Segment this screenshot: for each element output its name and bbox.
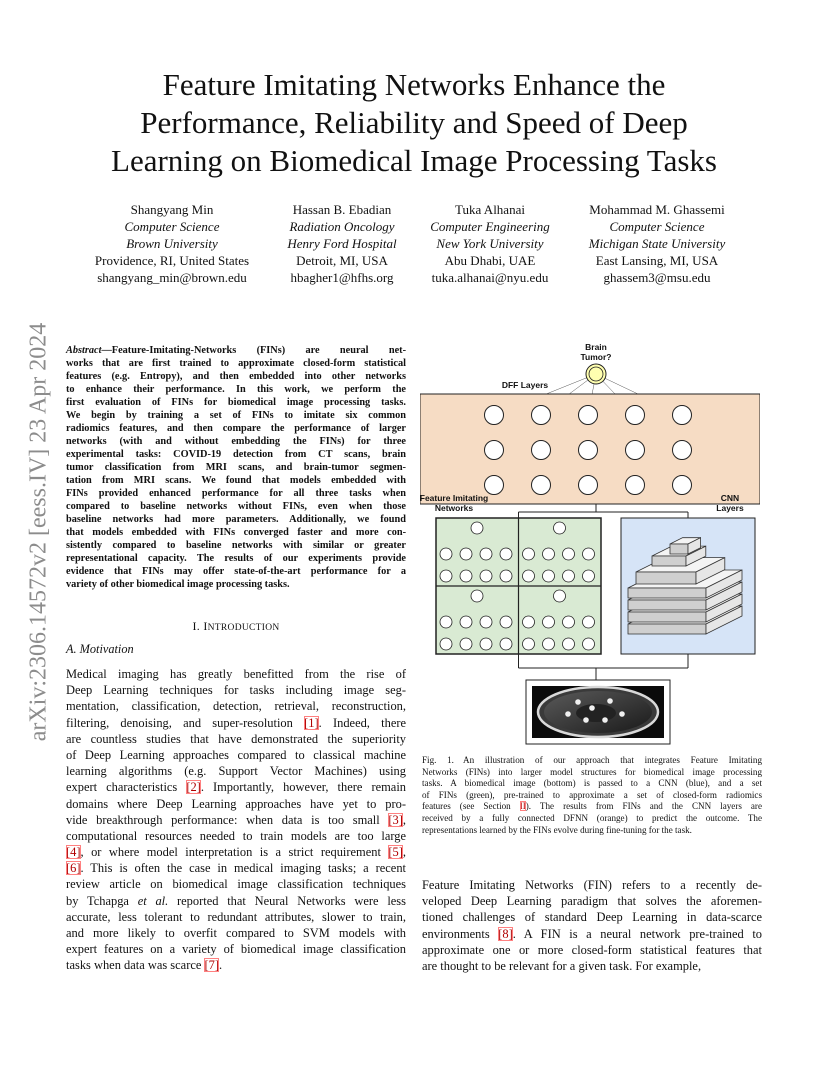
fin-node xyxy=(460,570,472,582)
fin-node xyxy=(543,638,555,650)
dff-node xyxy=(485,406,504,425)
author-email[interactable]: tuka.alhanai@nyu.edu xyxy=(431,270,549,285)
body-text-left xyxy=(66,666,406,974)
body-line: computational resources needed to train models are too large xyxy=(66,828,406,843)
dff-node xyxy=(532,441,551,460)
fin-node xyxy=(500,638,512,650)
caption-line: Fig. 1. An illustration of our approach that integrates Feature Imitating xyxy=(422,755,762,765)
author-location: Detroit, MI, USA xyxy=(296,253,388,268)
dff-node xyxy=(579,406,598,425)
author-dept: Radiation Oncology xyxy=(289,219,395,234)
fin-label: Networks xyxy=(434,503,474,513)
fin-node xyxy=(460,548,472,560)
body-line: [6]. This is often the case in medical imaging tasks; a recent xyxy=(66,861,406,876)
fin-node xyxy=(543,570,555,582)
section-heading: I. INTRODUCTION xyxy=(192,619,280,633)
author-org: Henry Ford Hospital xyxy=(287,236,397,251)
lesion-spot xyxy=(607,698,613,704)
author-name: Shangyang Min xyxy=(130,202,214,217)
body-line: review article on biomedical image classification techniques xyxy=(66,877,406,892)
fin-node xyxy=(563,638,575,650)
fin-node xyxy=(563,548,575,560)
cnn-slab xyxy=(628,624,706,634)
body-line: environments [8]. A FIN is a neural network pre-trained to xyxy=(422,926,763,941)
abstract-line: to enhance their performance. In this work, we perform the xyxy=(66,384,406,396)
body-line: and more likely to overfit compared to SVM models with xyxy=(66,926,406,940)
fin-node xyxy=(583,548,595,560)
abstract-line: first evaluation of FINs for biomedical image processing tasks. xyxy=(66,397,406,409)
fin-node xyxy=(563,570,575,582)
lesion-spot xyxy=(583,717,589,723)
abstract-line: features (e.g. Entropy), and then embedded into other networks xyxy=(66,371,406,383)
author-dept: Computer Science xyxy=(609,219,705,234)
caption-line: of FINs (green), pre-trained to approximate a set of closed-form radiomics xyxy=(422,789,762,800)
emphasis: et al. xyxy=(137,893,169,908)
author-location: Providence, RI, United States xyxy=(94,253,250,268)
brain-tumor-label: Tumor? xyxy=(580,352,612,362)
fin-node xyxy=(500,548,512,560)
caption-line: tasks. A biomedical image (bottom) is passed to a CNN (blue), and a set xyxy=(422,778,762,789)
fin-node xyxy=(583,616,595,628)
body-line: veloped Deep Learning paradigm that solves the aforemen- xyxy=(422,894,762,909)
fin-node xyxy=(440,570,452,582)
body-line: by Tchapga et al. reported that Neural Networks were less xyxy=(66,893,406,908)
abstract-line: sistently compared to baseline networks with similar or greater xyxy=(66,540,406,552)
body-line: Deep Learning techniques for tasks including image seg- xyxy=(66,683,406,698)
dff-node xyxy=(579,476,598,495)
cnn-label: Layers xyxy=(716,503,744,513)
mri-image xyxy=(526,680,670,744)
citation-link[interactable]: [6] xyxy=(66,861,81,876)
dff-label: DFF Layers xyxy=(501,380,549,390)
cnn-slab xyxy=(628,612,706,622)
body-line: Medical imaging has greatly benefitted from the rise of xyxy=(66,667,406,681)
body-line: filtering, denoising, and super-resolution [1]. Indeed, there xyxy=(66,715,406,730)
fin-node xyxy=(440,638,452,650)
caption-line: features (see Section II). The results from FINs and the CNN layers are xyxy=(422,801,762,812)
abstract-line: tumor classification from MRI scans, and brain-tumor segmen- xyxy=(66,462,406,474)
author-org: New York University xyxy=(436,236,544,251)
body-line: tioned challenges of standard Deep Learning in data-scarce xyxy=(422,910,762,925)
fin-node xyxy=(460,638,472,650)
citation-link[interactable]: [2] xyxy=(186,780,201,795)
abstract-line: experimental tasks: COVID-19 detection from CT scans, brain xyxy=(66,449,406,461)
cnn-slab xyxy=(628,588,706,598)
dff-node xyxy=(532,476,551,495)
body-line: vide breakthrough performance: when data is too small [3], xyxy=(66,812,406,827)
title-line: Learning on Biomedical Image Processing Tasks xyxy=(111,143,717,178)
lesion-spot xyxy=(575,699,581,705)
abstract-line: representational capacity. The results of our experiments provide xyxy=(66,553,406,565)
abstract xyxy=(66,344,406,591)
fin-node xyxy=(471,590,483,602)
fin-node xyxy=(563,616,575,628)
body-line: are thought to be relevant for a given task. For example, xyxy=(422,958,702,973)
author-email[interactable]: hbagher1@hfhs.org xyxy=(290,270,394,285)
author-email[interactable]: ghassem3@msu.edu xyxy=(603,270,711,285)
fin-node xyxy=(500,570,512,582)
author-4 xyxy=(557,201,757,286)
title-line: Feature Imitating Networks Enhance the xyxy=(162,67,666,102)
figure-1 xyxy=(420,340,760,750)
fin-node xyxy=(554,590,566,602)
author-location: Abu Dhabi, UAE xyxy=(444,253,536,268)
abstract-line: baseline networks had more parameters. Additionally, we found xyxy=(66,514,406,526)
section-link[interactable]: II xyxy=(519,801,526,812)
body-line: are countless studies that have demonstrated the superiority xyxy=(66,731,406,746)
author-email[interactable]: shangyang_min@brown.edu xyxy=(97,270,247,285)
paper-title xyxy=(60,66,768,180)
cnn-slab xyxy=(652,556,686,566)
body-line: domains where Deep Learning approaches have yet to pro- xyxy=(66,796,406,811)
fin-node xyxy=(480,570,492,582)
dff-node xyxy=(673,441,692,460)
abstract-line: FINs provided enhanced performance for all three tasks when xyxy=(66,488,406,500)
author-dept: Computer Engineering xyxy=(430,219,550,234)
ventricle xyxy=(576,704,616,722)
title-line: Performance, Reliability and Speed of Deep xyxy=(140,105,688,140)
fin-node xyxy=(440,616,452,628)
arxiv-stamp-text: arXiv:2306.14572v2 [eess.IV] 23 Apr 2024 xyxy=(25,322,52,742)
body-line: of Deep Learning approaches compared to classical machine xyxy=(66,747,406,762)
body-line: Feature Imitating Networks (FIN) refers to a recently de- xyxy=(422,878,762,892)
fin-node xyxy=(480,548,492,560)
author-name: Hassan B. Ebadian xyxy=(292,202,392,217)
dff-node xyxy=(673,476,692,495)
abstract-line: radiomics features, and then compare the performance of larger xyxy=(66,423,406,435)
fin-node xyxy=(523,638,535,650)
body-line: expert features on a variety of biomedical image classification xyxy=(66,942,406,957)
body-line: expert characteristics [2]. Importantly, however, there remain xyxy=(66,780,406,795)
fin-node xyxy=(543,616,555,628)
author-name: Mohammad M. Ghassemi xyxy=(589,202,725,217)
fin-node xyxy=(500,616,512,628)
abstract-line: works that are first trained to approximate closed-form statistical xyxy=(66,358,406,370)
dff-node xyxy=(626,406,645,425)
dff-node xyxy=(626,476,645,495)
fin-node xyxy=(543,548,555,560)
cnn-slab xyxy=(670,544,688,554)
citation-link[interactable]: [5] xyxy=(388,845,403,860)
fin-node xyxy=(523,548,535,560)
fin-node xyxy=(523,570,535,582)
body-line: tasks when data was scarce [7]. xyxy=(66,958,223,973)
citation-link[interactable]: [3] xyxy=(388,812,403,827)
citation-link[interactable]: [8] xyxy=(498,926,513,941)
body-text-right xyxy=(422,877,762,974)
abstract-line: tation from MRI scans. We found that models embedded with xyxy=(66,475,406,487)
body-line: approximate one or more closed-form statistical features that xyxy=(422,942,762,957)
dff-node xyxy=(532,406,551,425)
fin-node xyxy=(471,522,483,534)
body-line: accurate, less tolerant to redundant attributes, slower to train, xyxy=(66,909,406,924)
abstract-line: compared to baseline networks without FINs, even when those xyxy=(66,501,406,513)
dff-node xyxy=(626,441,645,460)
abstract-line: that models embedded with FINs converged faster and more con- xyxy=(66,527,406,539)
fin-node xyxy=(583,638,595,650)
author-location: East Lansing, MI, USA xyxy=(595,253,719,268)
dff-node xyxy=(485,441,504,460)
author-name: Tuka Alhanai xyxy=(455,202,525,217)
abstract-head: Abstract xyxy=(66,345,102,356)
abstract-line: evidence that FINs may offer state-of-the-art performance for a xyxy=(66,566,406,578)
dff-node xyxy=(485,476,504,495)
dff-node xyxy=(673,406,692,425)
fin-node xyxy=(554,522,566,534)
body-line: learning algorithms (e.g. Support Vector Machines) using xyxy=(66,764,406,779)
abstract-line: variety of other biomedical image processing tasks. xyxy=(66,579,290,591)
citation-link[interactable]: [7] xyxy=(204,958,219,973)
architecture-diagram xyxy=(420,340,760,750)
author-dept: Computer Science xyxy=(124,219,220,234)
arxiv-stamp xyxy=(12,286,66,778)
fin-node xyxy=(440,548,452,560)
lesion-spot xyxy=(619,711,625,717)
cnn-label: CNN xyxy=(720,493,740,503)
caption-line: Networks (FINs) into larger model structures for biomedical image processing xyxy=(422,766,762,777)
cnn-slab xyxy=(636,572,696,584)
abstract-line: We begin by training a set of FINs to imitate six common xyxy=(66,410,406,422)
citation-link[interactable]: [1] xyxy=(304,715,319,730)
fin-node xyxy=(583,570,595,582)
lesion-spot xyxy=(602,717,608,723)
fin-node xyxy=(523,616,535,628)
figure-caption xyxy=(422,755,762,836)
author-org: Brown University xyxy=(126,236,218,251)
caption-line: representations learned by the FINs evolve during fine-tuning for the task. xyxy=(422,824,692,835)
cnn-slab xyxy=(628,600,706,610)
abstract-line: Abstract—Feature-Imitating-Networks (FINs) are neural net- xyxy=(66,345,406,356)
subsection-heading: A. Motivation xyxy=(66,642,134,656)
body-line: [4], or where model interpretation is a strict requirement [5], xyxy=(66,845,406,860)
brain-tumor-label: Brain xyxy=(585,342,607,352)
caption-line: received by a fully connected DFNN (orange) to predict the outcome. The xyxy=(422,812,762,823)
author-org: Michigan State University xyxy=(588,236,726,251)
abstract-line: networks (with and without embedding the FINs) for three xyxy=(66,436,406,448)
body-line: mentation, classification, detection, retrieval, reconstruction, xyxy=(66,699,406,714)
author-block xyxy=(0,201,828,291)
fin-node xyxy=(480,616,492,628)
lesion-spot xyxy=(589,705,595,711)
lesion-spot xyxy=(565,711,571,717)
dff-node xyxy=(579,441,598,460)
fin-node xyxy=(480,638,492,650)
citation-link[interactable]: [4] xyxy=(66,845,81,860)
fin-label: Feature Imitating xyxy=(420,493,489,503)
fin-node xyxy=(460,616,472,628)
caption-label: Fig. 1. xyxy=(422,755,464,765)
